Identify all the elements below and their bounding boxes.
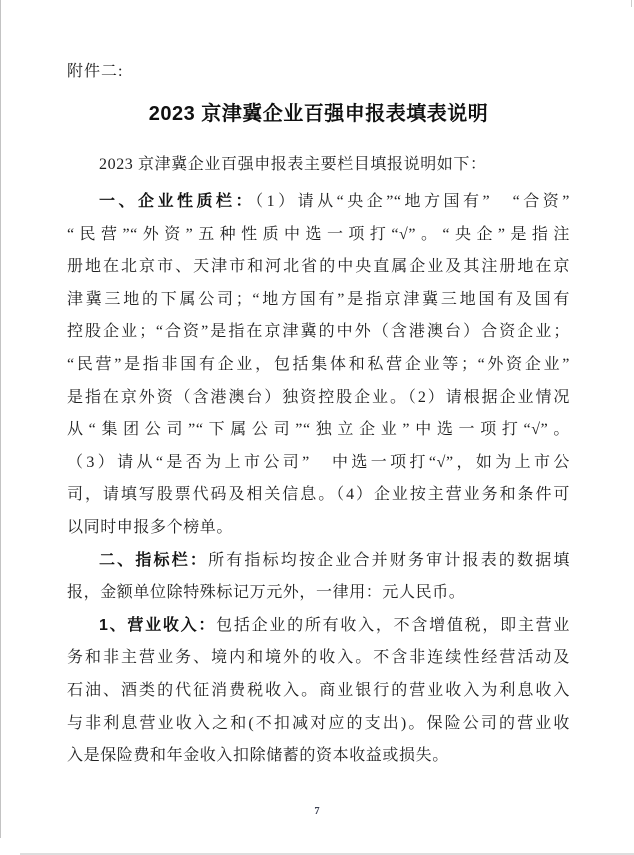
text-segment: “民营”“外资”五种性质中选一项打“√”。“央企”是指注	[67, 225, 570, 243]
text-segment: 从“集团公司”“下属公司”“独立企业”中选一项打“√”。	[67, 421, 570, 439]
attachment-label: 附件二:	[67, 63, 124, 80]
text-line	[67, 219, 570, 252]
page-top-right-edge-tick	[631, 0, 632, 7]
text-segment: 包括企业的所有收入，不含增值税，即主营业	[216, 616, 570, 634]
text-line	[67, 382, 570, 415]
text-line	[67, 610, 570, 643]
text-line	[67, 316, 570, 349]
heading-segment: 一、企业性质栏：	[99, 193, 256, 211]
text-line	[67, 512, 570, 545]
page-number: 7	[314, 806, 320, 817]
text-line	[67, 577, 570, 610]
document-title: 2023 京津冀企业百强申报表填表说明	[148, 103, 489, 125]
text-segment: 报，金额单位除特殊标记万元外，一律用：元人民币。	[67, 584, 466, 602]
text-segment: 所有指标均按企业合并财务审计报表的数据填	[208, 551, 570, 569]
text-segment: 2023 京津冀企业百强申报表主要栏目填报说明如下：	[99, 156, 487, 173]
text-segment: “民营”是指非国有企业，包括集体和私营企业等；“外资企业”	[67, 356, 570, 374]
text-segment: 控股企业；“合资”是指在京津冀的中外（含港澳台）合资企业；	[67, 323, 570, 341]
text-line	[67, 642, 570, 675]
text-segment: 司，请填写股票代码及相关信息。（4）企业按主营业务和条件可	[67, 486, 570, 504]
text-segment: 是指在京外资（含港澳台）独资控股企业。（2）请根据企业情况	[67, 388, 570, 406]
text-line	[67, 414, 570, 447]
text-line	[67, 447, 570, 480]
text-segment: 石油、酒类的代征消费税收入。商业银行的营业收入为利息收入	[67, 682, 570, 699]
text-segment: 务和非主营业务、境内和境外的收入。不含非连续性经营活动及	[67, 649, 570, 667]
text-line	[67, 479, 570, 512]
heading-segment: 二、指标栏：	[99, 551, 209, 569]
text-segment: （3）请从“是否为上市公司” 中选一项打“√”，如为上市公	[67, 453, 570, 471]
document-body	[67, 149, 570, 773]
text-line	[67, 545, 570, 578]
text-segment: 以同时申报多个榜单。	[67, 519, 234, 537]
heading-segment: 1、营业收入：	[99, 616, 217, 634]
text-line	[67, 284, 570, 317]
text-line	[67, 186, 570, 219]
text-line	[67, 149, 570, 182]
text-line	[67, 708, 570, 741]
text-segment: 津冀三地的下属公司；“地方国有”是指京津冀三地国有及国有	[67, 290, 570, 308]
page-left-edge-line	[0, 0, 1, 838]
text-segment: （1）请从“央企”“地方国有” “合资”	[255, 193, 570, 211]
text-line	[67, 251, 570, 284]
text-line	[67, 740, 570, 773]
text-segment: 入是保险费和年金收入扣除储蓄的资本收益或损失。	[67, 747, 449, 765]
text-segment: 册地在北京市、天津市和河北省的中央直属企业及其注册地在京	[67, 258, 570, 276]
text-line	[67, 675, 570, 708]
text-segment: 与非利息营业收入之和(不扣减对应的支出)。保险公司的营业收	[67, 714, 570, 732]
text-line	[67, 349, 570, 382]
